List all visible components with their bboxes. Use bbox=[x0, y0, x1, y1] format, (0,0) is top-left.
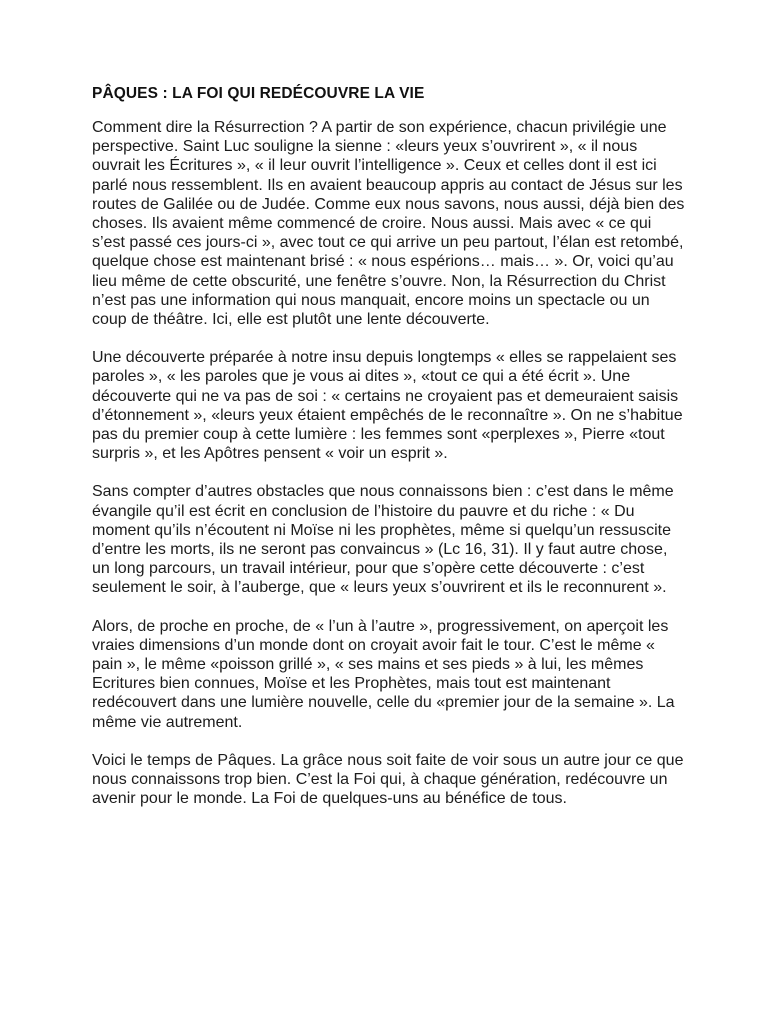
paragraph-3: Sans compter d’autres obstacles que nous connaissons bien : c’est dans le même évangile qu’il est écrit en conclusion de l’histoire du pauvre et du riche : « Du moment qu’ils n’écoutent ni Moïse ni les prophètes, même si quelqu’un ressuscite d’entre les morts, ils ne seront pas convaincus » (Lc 16, 31). Il y faut autre chose, un long parcours, un travail intérieur, pour que s’opère cette découverte : c’est seulement le soir, à l’auberge, que « leurs yeux s’ouvrirent et ils le reconnurent ». bbox=[92, 483, 674, 597]
document-title: PÂQUES : LA FOI QUI REDÉCOUVRE LA VIE bbox=[92, 85, 425, 102]
paragraph-1: Comment dire la Résurrection ? A partir de son expérience, chacun privilégie une perspective. Saint Luc souligne la sienne : «leurs yeux s’ouvrirent », « il nous ouvrait les Écritures », « il leur ouvrit l’intelligence ». Ceux et celles dont il est ici parlé nous ressemblent. Ils en avaient beaucoup appris au contact de Jésus sur les routes de Galilée ou de Judée. Comme eux nous savons, nous aussi, déjà bien des choses. Ils avaient même commencé de croire. Nous aussi. Mais avec « ce qui s’est passé ces jours-ci », avec tout ce qui arrive un peu partout, l’élan est retombé, quelque chose est maintenant brisé : « nous espérions… mais… ». Or, voici qu’au lieu même de cette obscurité, une fenêtre s’ouvre. Non, la Résurrection du Christ n’est pas une information qui nous manquait, encore moins un spectacle ou un coup de théâtre. Ici, elle est plutôt une lente découverte. bbox=[92, 119, 685, 329]
paragraph-4: Alors, de proche en proche, de « l’un à l’autre », progressivement, on aperçoit les vraies dimensions d’un monde dont on croyait avoir fait le tour. C’est le même « pain », le même «poisson grillé », « ses mains et ses pieds » à lui, les mêmes Ecritures bien connues, Moïse et les Prophètes, mais tout est maintenant redécouvert dans une lumière nouvelle, celle du «premier jour de la semaine ». La même vie autrement. bbox=[92, 617, 675, 731]
paragraph-2: Une découverte préparée à notre insu depuis longtemps « elles se rappelaient ses paroles », « les paroles que je vous ai dites », «tout ce qui a été écrit ». Une découverte qui ne va pas de soi : « certains ne croyaient pas et demeuraient saisis d’étonnement », «leurs yeux étaient empêchés de le reconnaître ». On ne s’habitue pas du premier coup à cette lumière : les femmes sont «perplexes », Pierre «tout surpris », et les Apôtres pensent « voir un esprit ». bbox=[92, 349, 683, 463]
paragraph-5: Voici le temps de Pâques. La grâce nous soit faite de voir sous un autre jour ce que nous connaissons trop bien. C’est la Foi qui, à chaque génération, redécouvre un avenir pour le monde. La Foi de quelques-uns au bénéfice de tous. bbox=[92, 751, 684, 808]
